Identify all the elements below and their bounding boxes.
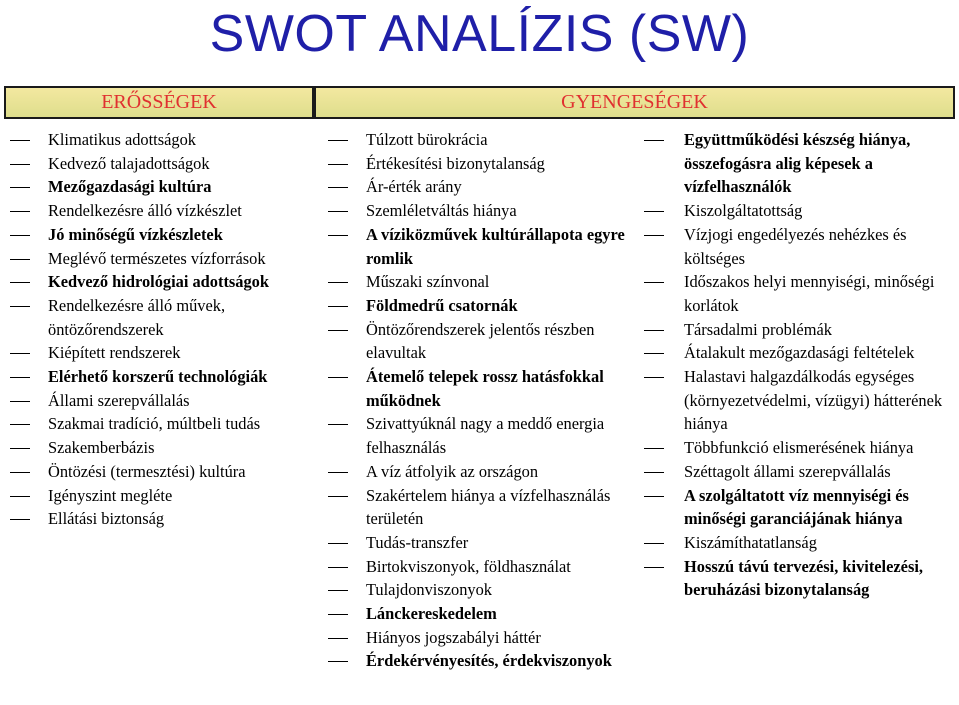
list-item: Halastavi halgazdálkodás egységes (környezetvédelmi, vízügyi) hátterének hiánya xyxy=(640,365,958,436)
list-item: Átemelő telepek rossz hatásfokkal működnek xyxy=(322,365,634,412)
list-item: Igényszint megléte xyxy=(4,484,314,508)
list-item: Birtokviszonyok, földhasználat xyxy=(322,555,634,579)
list-item: Ár-érték arány xyxy=(322,175,634,199)
list-item: Szakmai tradíció, múltbeli tudás xyxy=(4,412,314,436)
list-item: Mezőgazdasági kultúra xyxy=(4,175,314,199)
list-item: A szolgáltatott víz mennyiségi és minőségi garanciájának hiánya xyxy=(640,484,958,531)
list-item: Átalakult mezőgazdasági feltételek xyxy=(640,341,958,365)
strengths-header: ERŐSSÉGEK xyxy=(4,86,314,119)
list-item: Lánckereskedelem xyxy=(322,602,634,626)
list-item: Széttagolt állami szerepvállalás xyxy=(640,460,958,484)
list-item: Öntözési (termesztési) kultúra xyxy=(4,460,314,484)
strengths-list xyxy=(4,128,314,531)
list-item: Öntözőrendszerek jelentős részben elavultak xyxy=(322,318,634,365)
list-item: Érdekérvényesítés, érdekviszonyok xyxy=(322,649,634,673)
list-item: Szivattyúknál nagy a meddő energia felhasználás xyxy=(322,412,634,459)
weaknesses-list-2 xyxy=(640,128,958,602)
list-item: Földmedrű csatornák xyxy=(322,294,634,318)
list-item: Rendelkezésre álló vízkészlet xyxy=(4,199,314,223)
weaknesses-list-1 xyxy=(322,128,634,673)
list-item: Tudás-transzfer xyxy=(322,531,634,555)
list-item: Értékesítési bizonytalanság xyxy=(322,152,634,176)
list-item: Meglévő természetes vízforrások xyxy=(4,247,314,271)
list-item: Hosszú távú tervezési, kivitelezési, beruházási bizonytalanság xyxy=(640,555,958,602)
list-item: Állami szerepvállalás xyxy=(4,389,314,413)
list-item: A víz átfolyik az országon xyxy=(322,460,634,484)
list-item: Elérhető korszerű technológiák xyxy=(4,365,314,389)
list-item: Együttműködési készség hiánya, összefogásra alig képesek a vízfelhasználók xyxy=(640,128,958,199)
list-item: Műszaki színvonal xyxy=(322,270,634,294)
list-item: Szakértelem hiánya a vízfelhasználás területén xyxy=(322,484,634,531)
list-item: Kedvező hidrológiai adottságok xyxy=(4,270,314,294)
list-item: Klimatikus adottságok xyxy=(4,128,314,152)
list-item: Kiépített rendszerek xyxy=(4,341,314,365)
list-item: Hiányos jogszabályi háttér xyxy=(322,626,634,650)
list-item: Kiszolgáltatottság xyxy=(640,199,958,223)
list-item: Rendelkezésre álló művek, öntözőrendszerek xyxy=(4,294,314,341)
list-item: Időszakos helyi mennyiségi, minőségi korlátok xyxy=(640,270,958,317)
list-item: Társadalmi problémák xyxy=(640,318,958,342)
list-item: Szemléletváltás hiánya xyxy=(322,199,634,223)
list-item: Túlzott bürokrácia xyxy=(322,128,634,152)
list-item: Kedvező talajadottságok xyxy=(4,152,314,176)
list-item: Szakemberbázis xyxy=(4,436,314,460)
weaknesses-header: GYENGESÉGEK xyxy=(314,86,955,119)
page-title: SWOT ANALÍZIS (SW) xyxy=(209,5,750,63)
list-item: Vízjogi engedélyezés nehézkes és költséges xyxy=(640,223,958,270)
list-item: Jó minőségű vízkészletek xyxy=(4,223,314,247)
list-item: Ellátási biztonság xyxy=(4,507,314,531)
list-item: A víziközművek kultúrállapota egyre romlik xyxy=(322,223,634,270)
list-item: Tulajdonviszonyok xyxy=(322,578,634,602)
list-item: Többfunkció elismerésének hiánya xyxy=(640,436,958,460)
list-item: Kiszámíthatatlanság xyxy=(640,531,958,555)
